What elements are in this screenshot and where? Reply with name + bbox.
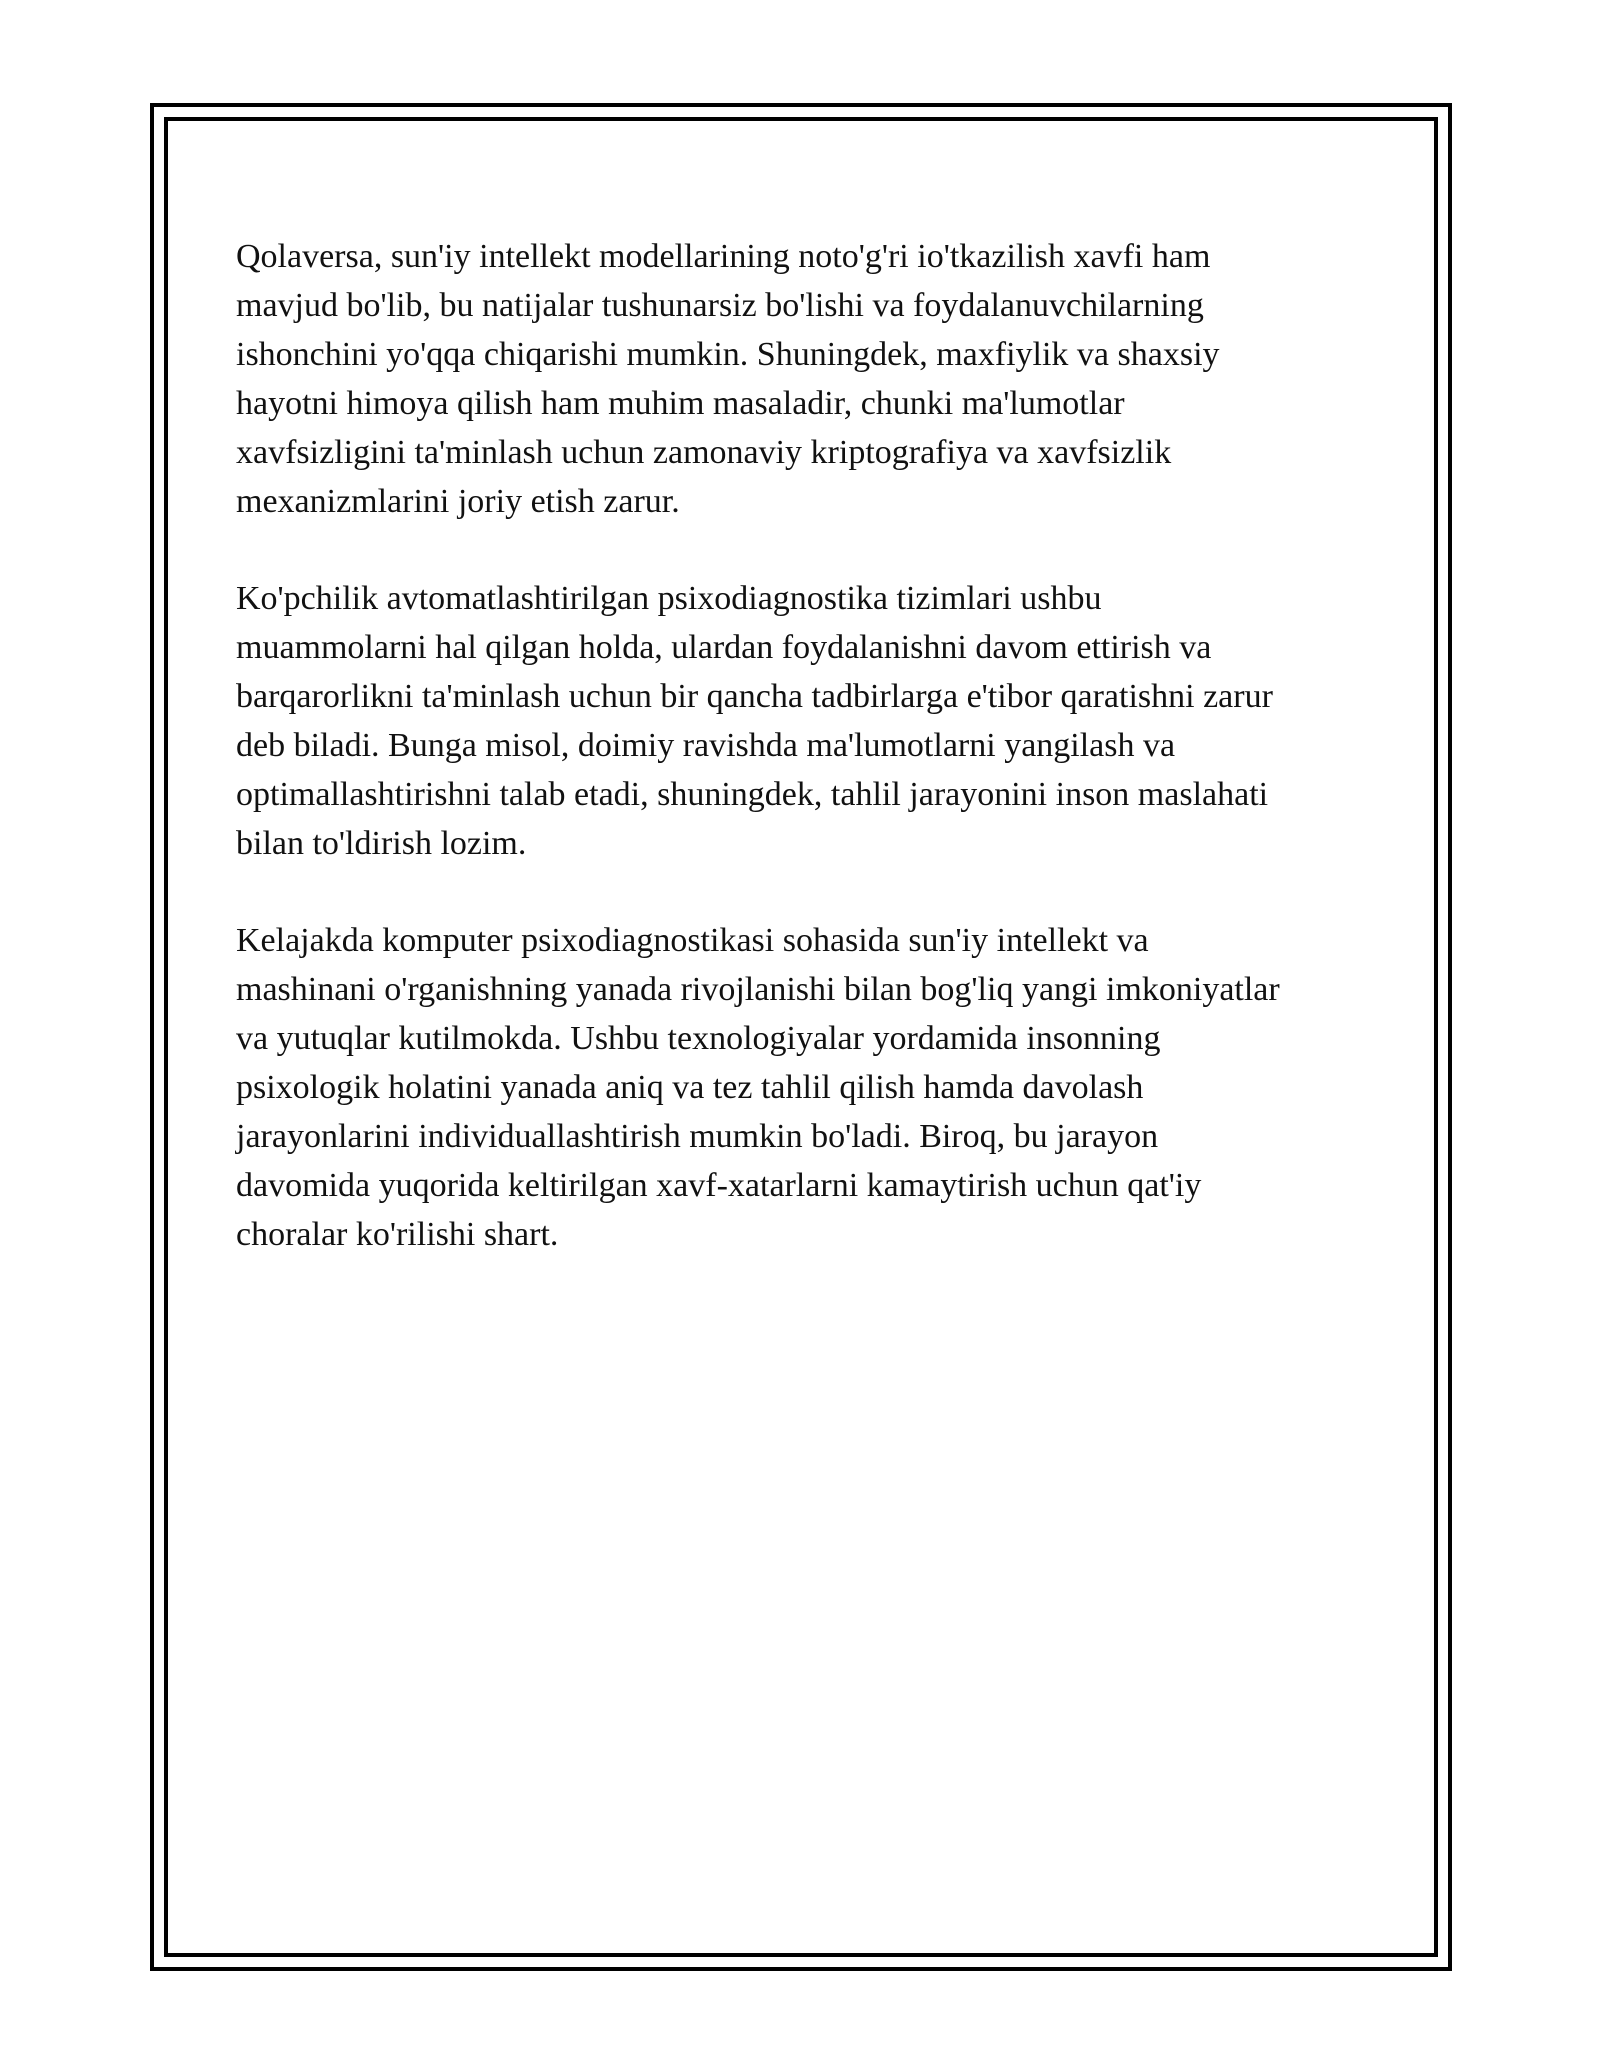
text-line: muammolarni hal qilgan holda, ulardan foydalanishni davom ettirish va	[236, 629, 1212, 666]
page-content	[236, 232, 1376, 1307]
text-line: psixologik holatini yanada aniq va tez tahlil qilish hamda davolash	[236, 1069, 1144, 1106]
text-line: choralar ko'rilishi shart.	[236, 1216, 559, 1253]
paragraph-3	[236, 916, 1376, 1259]
text-line: deb biladi. Bunga misol, doimiy ravishda ma'lumotlarni yangilash va	[236, 727, 1176, 764]
text-line: mashinani o'rganishning yanada rivojlanishi bilan bog'liq yangi imkoniyatlar	[236, 971, 1280, 1008]
text-line: davomida yuqorida keltirilgan xavf-xatarlarni kamaytirish uchun qat'iy	[236, 1167, 1202, 1204]
text-line: hayotni himoya qilish ham muhim masaladir, chunki ma'lumotlar	[236, 385, 1125, 422]
text-line: Ko'pchilik avtomatlashtirilgan psixodiagnostika tizimlari ushbu	[236, 580, 1102, 617]
text-line: ishonchini yo'qqa chiqarishi mumkin. Shuningdek, maxfiylik va shaxsiy	[236, 336, 1220, 373]
text-line: va yutuqlar kutilmokda. Ushbu texnologiyalar yordamida insonning	[236, 1020, 1161, 1057]
paragraph-2	[236, 574, 1376, 868]
text-line: Kelajakda komputer psixodiagnostikasi sohasida sun'iy intellekt va	[236, 922, 1149, 959]
text-line: xavfsizligini ta'minlash uchun zamonaviy kriptografiya va xavfsizlik	[236, 434, 1172, 471]
text-line: bilan to'ldirish lozim.	[236, 825, 527, 862]
text-line: mexanizmlarini joriy etish zarur.	[236, 483, 680, 520]
text-line: barqarorlikni ta'minlash uchun bir qancha tadbirlarga e'tibor qaratishni zarur	[236, 678, 1273, 715]
text-line: Qolaversa, sun'iy intellekt modellarining noto'g'ri io'tkazilish xavfi ham	[236, 238, 1211, 275]
text-line: mavjud bo'lib, bu natijalar tushunarsiz bo'lishi va foydalanuvchilarning	[236, 287, 1204, 324]
text-line: optimallashtirishni talab etadi, shuningdek, tahlil jarayonini inson maslahati	[236, 776, 1269, 813]
text-line: jarayonlarini individuallashtirish mumkin bo'ladi. Biroq, bu jarayon	[236, 1118, 1159, 1155]
paragraph-1	[236, 232, 1376, 526]
